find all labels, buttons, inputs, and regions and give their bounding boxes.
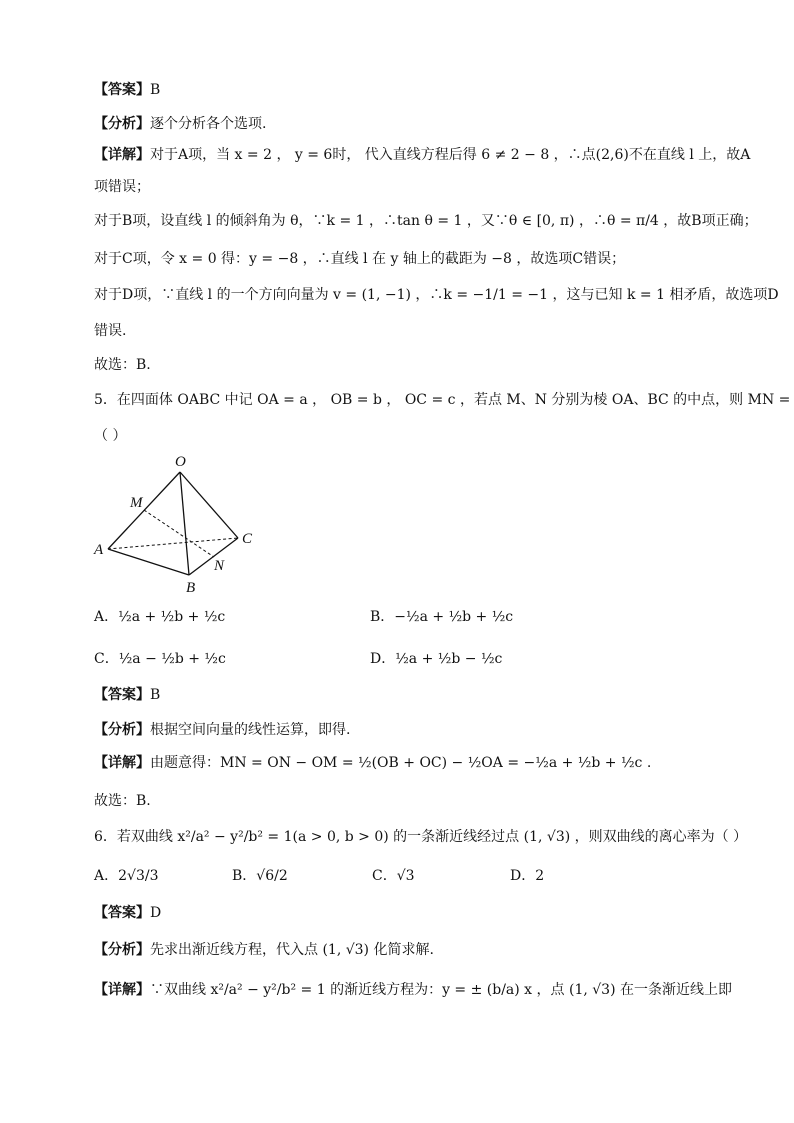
q5-answer: B [150,687,161,703]
edge-OB [180,472,189,575]
q4-detail-line-4: 对于D项，∵直线 l 的一个方向向量为 v = (1, −1) ，∴k = −1/1 = −1 ，这与已知 k = 1 相矛盾，故选项D [94,287,779,303]
q5-paren: （ ） [94,428,127,444]
detail-tag: 【详解】 [94,982,150,998]
option-key: C． [94,651,119,667]
option-text: −½a + ½b + ½c [394,609,514,625]
label-O: O [175,454,186,470]
option-text: √6/2 [256,868,288,884]
answer-tag: 【答案】 [94,905,150,921]
q4-detail-line-1b: 项错误； [94,179,150,195]
option-key: A． [94,609,119,625]
q6-option-d[interactable] [510,866,544,886]
q5-option-c[interactable] [94,649,226,669]
option-key: A． [94,868,119,884]
label-B: B [186,580,196,596]
q5-analysis: 根据空间向量的线性运算，即得. [150,722,351,738]
option-text: 2 [535,868,545,884]
detail-tag: 【详解】 [94,147,150,163]
option-key: D． [510,868,536,884]
label-C: C [242,531,253,547]
detail-tag: 【详解】 [94,755,150,771]
q5-answer-line [94,685,160,705]
q6-answer: D [150,905,162,921]
q4-detail-1: 对于A项，当 x = 2 ， y = 6时， 代入直线方程后得 6 ≠ 2 − 8 ，∴点(2,6)不在直线 l 上，故A [150,147,751,163]
label-A: A [94,542,104,558]
q6-answer-line [94,903,161,923]
q5-option-d[interactable] [370,649,502,669]
q4-detail-line-2: 对于B项，设直线 l 的倾斜角为 θ，∵k = 1 ，∴tan θ = 1 ，又∵θ ∈ [0, π) ，∴θ = π/4 ，故B项正确； [94,213,758,229]
q4-analysis-line [94,114,266,134]
q4-choose: 故选：B. [94,357,151,373]
tetrahedron-figure [92,450,272,600]
q6-stem: 6．若双曲线 x²/a² − y²/b² = 1(a > 0, b > 0) 的一条渐近线经过点 (1, √3) ，则双曲线的离心率为（ ） [94,829,748,845]
q5-detail-line [94,753,651,773]
q6-option-c[interactable] [372,866,415,886]
option-key: B． [232,868,257,884]
edge-AB [108,549,189,575]
q4-answer: B [150,82,161,98]
option-text: ½a + ½b − ½c [395,651,503,667]
analysis-tag: 【分析】 [94,116,150,132]
q4-answer-line [94,80,160,100]
q5-stem: 5．在四面体 OABC 中记 OA = a ， OB = b ， OC = c ，若点 M、N 分别为棱 OA、BC 的中点，则 MN = [94,392,791,408]
answer-tag: 【答案】 [94,687,150,703]
option-text: 2√3/3 [118,868,159,884]
answer-tag: 【答案】 [94,82,150,98]
q6-detail-line [94,980,732,1000]
q6-analysis: 先求出渐近线方程，代入点 (1, √3) 化简求解. [150,942,434,958]
option-text: ½a + ½b + ½c [118,609,226,625]
q4-detail-line-1 [94,145,750,165]
q5-option-a[interactable] [94,607,225,627]
analysis-tag: 【分析】 [94,942,150,958]
option-key: C． [372,868,397,884]
q4-detail-line-4b: 错误. [94,323,127,339]
q6-option-a[interactable] [94,866,158,886]
edge-AC-hidden [108,538,238,549]
q5-option-b[interactable] [370,607,513,627]
q6-option-b[interactable] [232,866,288,886]
option-text: √3 [396,868,415,884]
q6-analysis-line [94,940,434,960]
label-N: N [214,558,225,574]
option-key: D． [370,651,396,667]
segment-MN [144,510,214,557]
q4-detail-line-3: 对于C项，令 x = 0 得：y = −8 ，∴直线 l 在 y 轴上的截距为 −8 ，故选项C错误； [94,251,626,267]
edge-OC [180,472,238,538]
q6-detail: ∵双曲线 x²/a² − y²/b² = 1 的渐近线方程为：y = ± (b/a) x ，点 (1, √3) 在一条渐近线上即 [150,982,732,998]
q5-analysis-line [94,720,350,740]
label-M: M [130,495,143,511]
analysis-tag: 【分析】 [94,722,150,738]
q5-detail: 由题意得：MN = ON − OM = ½(OB + OC) − ½OA = −½a + ½b + ½c . [150,755,652,771]
option-text: ½a − ½b + ½c [118,651,226,667]
q5-choose: 故选：B. [94,793,151,809]
option-key: B． [370,609,395,625]
q4-analysis: 逐个分析各个选项. [150,116,267,132]
